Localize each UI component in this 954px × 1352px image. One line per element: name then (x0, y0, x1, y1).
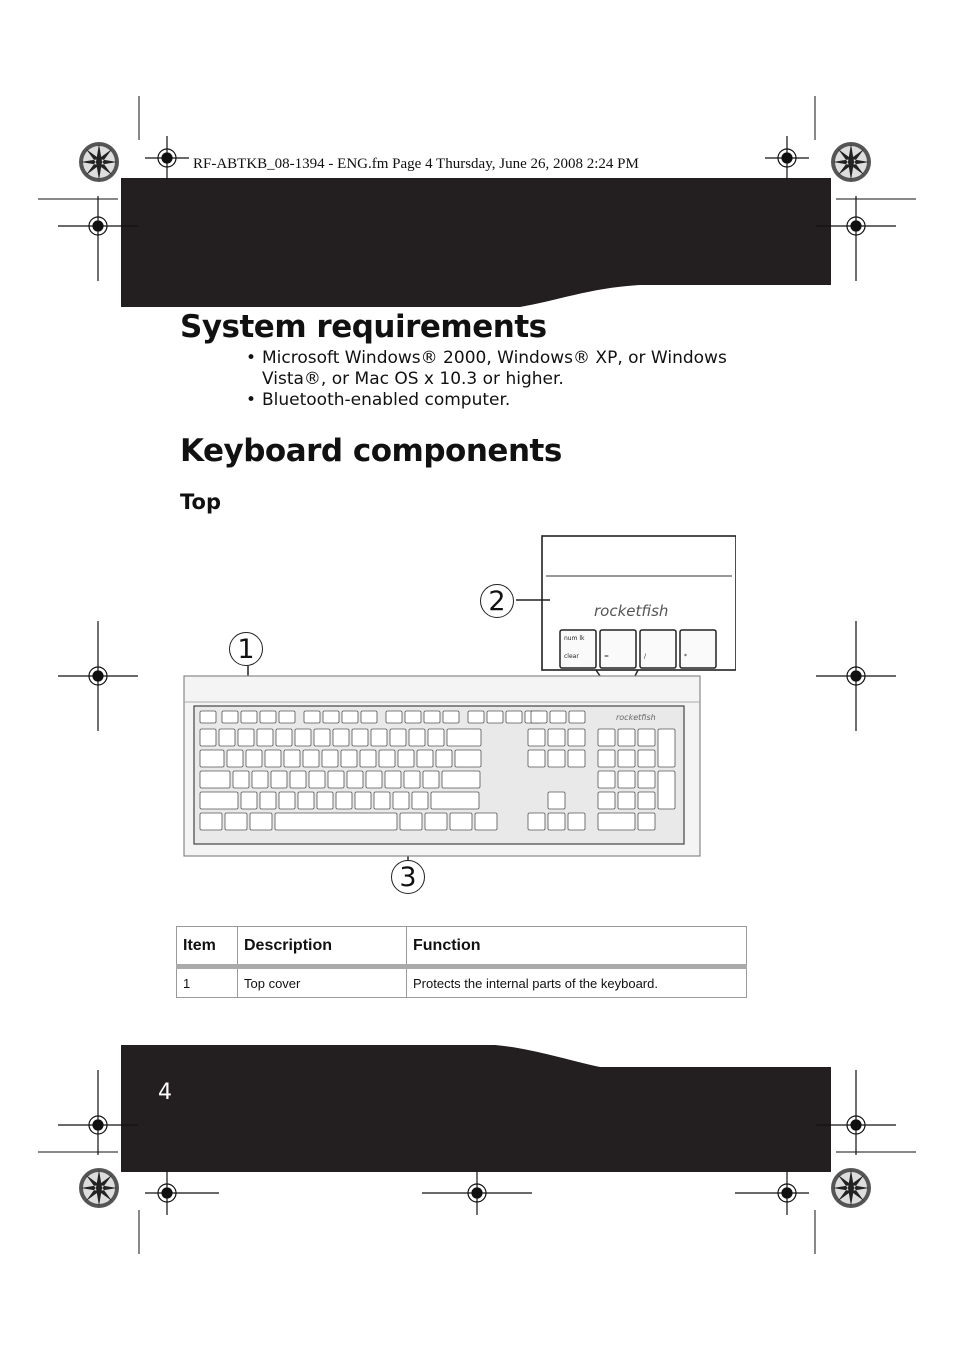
keyboard-key (487, 711, 503, 723)
footer-band (121, 1045, 831, 1172)
keyboard-key (200, 792, 238, 809)
keyboard-key (390, 729, 406, 746)
table-cell: 1 (177, 967, 238, 998)
keyboard-key (455, 750, 481, 767)
table-cell: Top cover (238, 967, 407, 998)
keyboard-key (238, 729, 254, 746)
keyboard-key (374, 792, 390, 809)
keyboard-key (386, 711, 402, 723)
keyboard-key (638, 792, 655, 809)
keyboard-key (271, 771, 287, 788)
keyboard-key (385, 771, 401, 788)
keyboard-key (598, 813, 635, 830)
keyboard-key (276, 729, 292, 746)
key-label: / (644, 653, 647, 660)
key-label: clear (564, 653, 579, 660)
keyboard-key (323, 711, 339, 723)
keyboard-key (304, 711, 320, 723)
keyboard-key (298, 792, 314, 809)
keyboard-key (425, 813, 447, 830)
header-band (121, 178, 831, 307)
keyboard-key (409, 729, 425, 746)
keyboard-key (309, 771, 325, 788)
keyboard-key (225, 813, 247, 830)
keyboard-key (200, 813, 222, 830)
keyboard-key (260, 792, 276, 809)
keyboard-key (405, 711, 421, 723)
body-brand-logo: rocketfish (616, 713, 656, 722)
keyboard-key (322, 750, 338, 767)
keyboard-key (379, 750, 395, 767)
keyboard-key (569, 711, 585, 723)
keyboard-key (371, 729, 387, 746)
keyboard-key (528, 729, 545, 746)
keyboard-key (275, 813, 397, 830)
keyboard-key (417, 750, 433, 767)
keypad-inset (542, 536, 736, 670)
keyboard-key (284, 750, 300, 767)
keyboard-key (442, 771, 480, 788)
keyboard-key (618, 729, 635, 746)
keyboard-key (341, 750, 357, 767)
file-slug: RF-ABTKB_08-1394 - ENG.fm Page 4 Thursday, June 26, 2008 2:24 PM (193, 156, 639, 172)
keyboard-key (279, 711, 295, 723)
keyboard-key (257, 729, 273, 746)
system-requirements-heading: System requirements (180, 309, 547, 345)
keyboard-key (347, 771, 363, 788)
keyboard-key (303, 750, 319, 767)
keyboard-key (336, 792, 352, 809)
keyboard-key (550, 711, 566, 723)
keyboard-key (475, 813, 497, 830)
table-header: Description (238, 927, 407, 967)
table-cell: Protects the internal parts of the keyboard. (407, 967, 747, 998)
table-header: Function (407, 927, 747, 967)
keyboard-key (598, 771, 615, 788)
keyboard-key (265, 750, 281, 767)
keyboard-key (333, 729, 349, 746)
keyboard-key (222, 711, 238, 723)
keyboard-key (568, 813, 585, 830)
keyboard-key (424, 711, 440, 723)
keyboard-key (314, 729, 330, 746)
keyboard-key (200, 729, 216, 746)
keyboard-key (393, 792, 409, 809)
keyboard-key (428, 729, 444, 746)
keyboard-key (279, 792, 295, 809)
keyboard-key (366, 771, 382, 788)
keyboard-key (342, 711, 358, 723)
keyboard-key (360, 750, 376, 767)
key-label: = (604, 653, 610, 660)
keyboard-key (506, 711, 522, 723)
keyboard-key (658, 771, 675, 809)
keyboard-key (568, 750, 585, 767)
keyboard-illustration (176, 530, 736, 900)
keyboard-key (200, 771, 230, 788)
requirement-item: • Bluetooth-enabled computer. (246, 390, 736, 411)
keyboard-key (423, 771, 439, 788)
components-table (176, 926, 747, 998)
keyboard-key (260, 711, 276, 723)
inset-brand-logo: rocketfish (594, 602, 669, 620)
keyboard-key (450, 813, 472, 830)
keyboard-key (436, 750, 452, 767)
requirement-item: • Microsoft Windows® 2000, Windows® XP, or Windows Vista®, or Mac OS x 10.3 or higher. (246, 348, 736, 390)
system-requirements-list (246, 348, 736, 411)
keyboard-components-heading: Keyboard components (180, 433, 562, 469)
keyboard-key (412, 792, 428, 809)
keyboard-key (598, 792, 615, 809)
keyboard-key (531, 711, 547, 723)
callout-2: 2 (480, 584, 514, 618)
keyboard-key (548, 813, 565, 830)
table-header: Item (177, 927, 238, 967)
callout-3: 3 (391, 860, 425, 894)
keyboard-key (250, 813, 272, 830)
keyboard-key (328, 771, 344, 788)
keyboard-key (618, 750, 635, 767)
keyboard-key (548, 750, 565, 767)
keyboard-key (431, 792, 479, 809)
keyboard-key (468, 711, 484, 723)
keyboard-key (548, 792, 565, 809)
keyboard-key (443, 711, 459, 723)
keyboard-key (295, 729, 311, 746)
keyboard-key (400, 813, 422, 830)
keyboard-key (290, 771, 306, 788)
keyboard-key (548, 729, 565, 746)
keyboard-key (618, 792, 635, 809)
keyboard-key (361, 711, 377, 723)
keyboard-key (398, 750, 414, 767)
keyboard-key (252, 771, 268, 788)
table-row (177, 967, 747, 998)
keyboard-key (352, 729, 368, 746)
keyboard-key (638, 729, 655, 746)
keyboard-key (200, 750, 224, 767)
keyboard-key (355, 792, 371, 809)
key-label: num lk (564, 635, 585, 642)
keyboard-key (658, 729, 675, 767)
keyboard-key (447, 729, 481, 746)
keyboard-key (528, 750, 545, 767)
keyboard-key (317, 792, 333, 809)
callout-1: 1 (229, 632, 263, 666)
keyboard-key (638, 771, 655, 788)
keyboard-key (528, 813, 545, 830)
keyboard-key (598, 750, 615, 767)
keyboard-key (219, 729, 235, 746)
keyboard-body (184, 676, 700, 856)
keyboard-key (241, 792, 257, 809)
key-label: * (684, 653, 687, 660)
keyboard-key (227, 750, 243, 767)
keyboard-key (233, 771, 249, 788)
keyboard-key (638, 813, 655, 830)
keyboard-key (404, 771, 420, 788)
keyboard-key (618, 771, 635, 788)
keyboard-key (598, 729, 615, 746)
top-subheading: Top (180, 490, 221, 514)
keyboard-key (241, 711, 257, 723)
page-number: 4 (158, 1080, 172, 1105)
keyboard-key (200, 711, 216, 723)
keyboard-key (246, 750, 262, 767)
keyboard-key (638, 750, 655, 767)
keyboard-key (568, 729, 585, 746)
